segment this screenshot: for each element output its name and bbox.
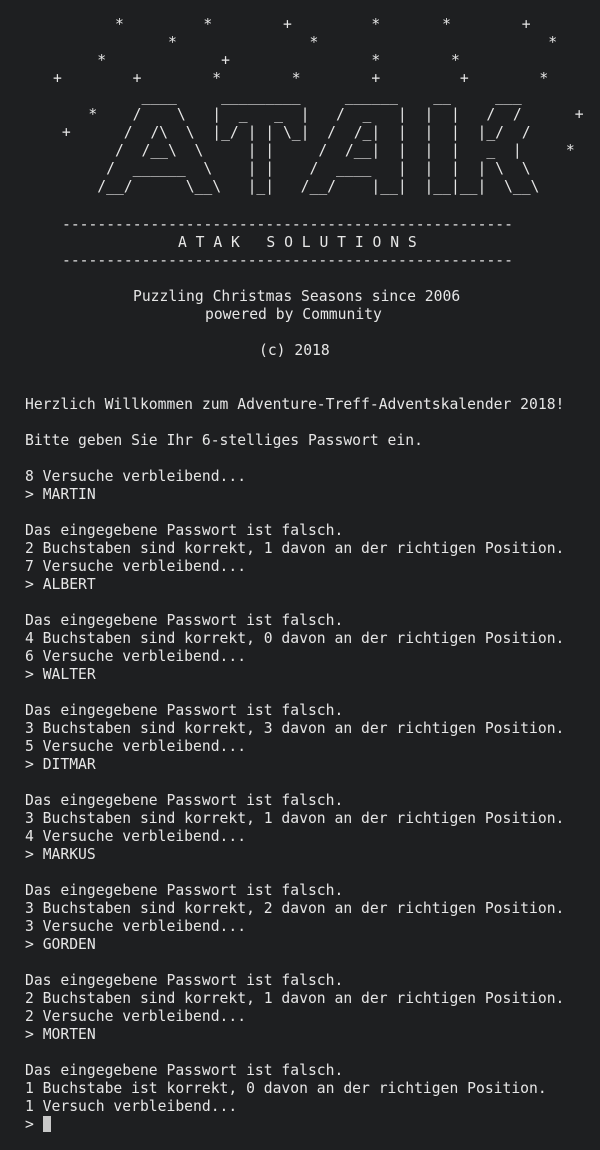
prompt-symbol: > — [25, 936, 34, 953]
attempt-result: Das eingegebene Passwort ist falsch. — [25, 1062, 344, 1079]
attempts-remaining: 8 Versuche verbleibend... — [25, 468, 247, 485]
attempt-feedback: 3 Buchstaben sind korrekt, 3 davon an der richtigen Position. — [25, 720, 565, 737]
copyright: (c) 2018 — [259, 342, 330, 359]
attempts-remaining: 6 Versuche verbleibend... — [25, 648, 247, 665]
tagline: Puzzling Christmas Seasons since 2006 — [133, 288, 461, 305]
guess-line — [25, 936, 96, 954]
atak-ascii-logo: * * + * * + * * * * + * * + + * * + + * ____ _________ ______ __ ___ * / \ | _ _ | / _ | | | / / + + / /\ \ |_/ | | \_| / /_| | | | |_/ / / /__\ \ | | / /__| | | | _ | * / ______ \ | | / ____ | | | | \ \ /__/ \__\ |_| /__/ |__| |__|__| \__\ — [53, 16, 584, 195]
guess-text: MARTIN — [42, 486, 96, 503]
prompt-symbol: > — [25, 1026, 34, 1043]
banner-rule-top: --------------------------------------------------- — [62, 216, 513, 233]
guess-line — [25, 576, 96, 594]
attempt-result: Das eingegebene Passwort ist falsch. — [25, 792, 344, 809]
attempts-remaining: 2 Versuche verbleibend... — [25, 1008, 247, 1025]
prompt-symbol: > — [25, 756, 34, 773]
attempt-feedback: 3 Buchstaben sind korrekt, 2 davon an der richtigen Position. — [25, 900, 565, 917]
attempt-result: Das eingegebene Passwort ist falsch. — [25, 702, 344, 719]
attempt-result: Das eingegebene Passwort ist falsch. — [25, 972, 344, 989]
attempts-remaining: 7 Versuche verbleibend... — [25, 558, 247, 575]
guess-text: GORDEN — [42, 936, 96, 953]
attempt-result: Das eingegebene Passwort ist falsch. — [25, 612, 344, 629]
prompt-symbol: > — [25, 846, 34, 863]
attempts-remaining: 3 Versuche verbleibend... — [25, 918, 247, 935]
banner-rule-bottom: --------------------------------------------------- — [62, 252, 513, 269]
company-name: A T A K S O L U T I O N S — [178, 234, 417, 251]
attempt-feedback: 3 Buchstaben sind korrekt, 1 davon an der richtigen Position. — [25, 810, 565, 827]
guess-line — [25, 666, 96, 684]
attempt-feedback: 2 Buchstaben sind korrekt, 1 davon an der richtigen Position. — [25, 990, 565, 1007]
powered-by: powered by Community — [205, 306, 382, 323]
text-cursor[interactable] — [43, 1116, 51, 1132]
attempt-feedback: 1 Buchstabe ist korrekt, 0 davon an der richtigen Position. — [25, 1080, 547, 1097]
input-prompt-line[interactable] — [25, 1116, 51, 1134]
guess-text: DITMAR — [42, 756, 96, 773]
prompt-symbol: > — [25, 666, 34, 683]
password-instruction: Bitte geben Sie Ihr 6-stelliges Passwort ein. — [25, 432, 423, 449]
attempts-remaining: 5 Versuche verbleibend... — [25, 738, 247, 755]
guess-text: MORTEN — [42, 1026, 96, 1043]
attempts-remaining: 4 Versuche verbleibend... — [25, 828, 247, 845]
attempt-result: Das eingegebene Passwort ist falsch. — [25, 522, 344, 539]
guess-text: ALBERT — [42, 576, 96, 593]
welcome-message: Herzlich Willkommen zum Adventure-Treff-Adventskalender 2018! — [25, 396, 565, 413]
guess-line — [25, 756, 96, 774]
prompt-symbol: > — [25, 1116, 34, 1133]
guess-text: MARKUS — [42, 846, 96, 863]
attempt-result: Das eingegebene Passwort ist falsch. — [25, 882, 344, 899]
guess-line — [25, 486, 96, 504]
attempt-feedback: 4 Buchstaben sind korrekt, 0 davon an der richtigen Position. — [25, 630, 565, 647]
guess-line — [25, 1026, 96, 1044]
attempt-feedback: 2 Buchstaben sind korrekt, 1 davon an der richtigen Position. — [25, 540, 565, 557]
prompt-symbol: > — [25, 576, 34, 593]
attempts-remaining: 1 Versuch verbleibend... — [25, 1098, 238, 1115]
guess-line — [25, 846, 96, 864]
prompt-symbol: > — [25, 486, 34, 503]
guess-text: WALTER — [42, 666, 96, 683]
